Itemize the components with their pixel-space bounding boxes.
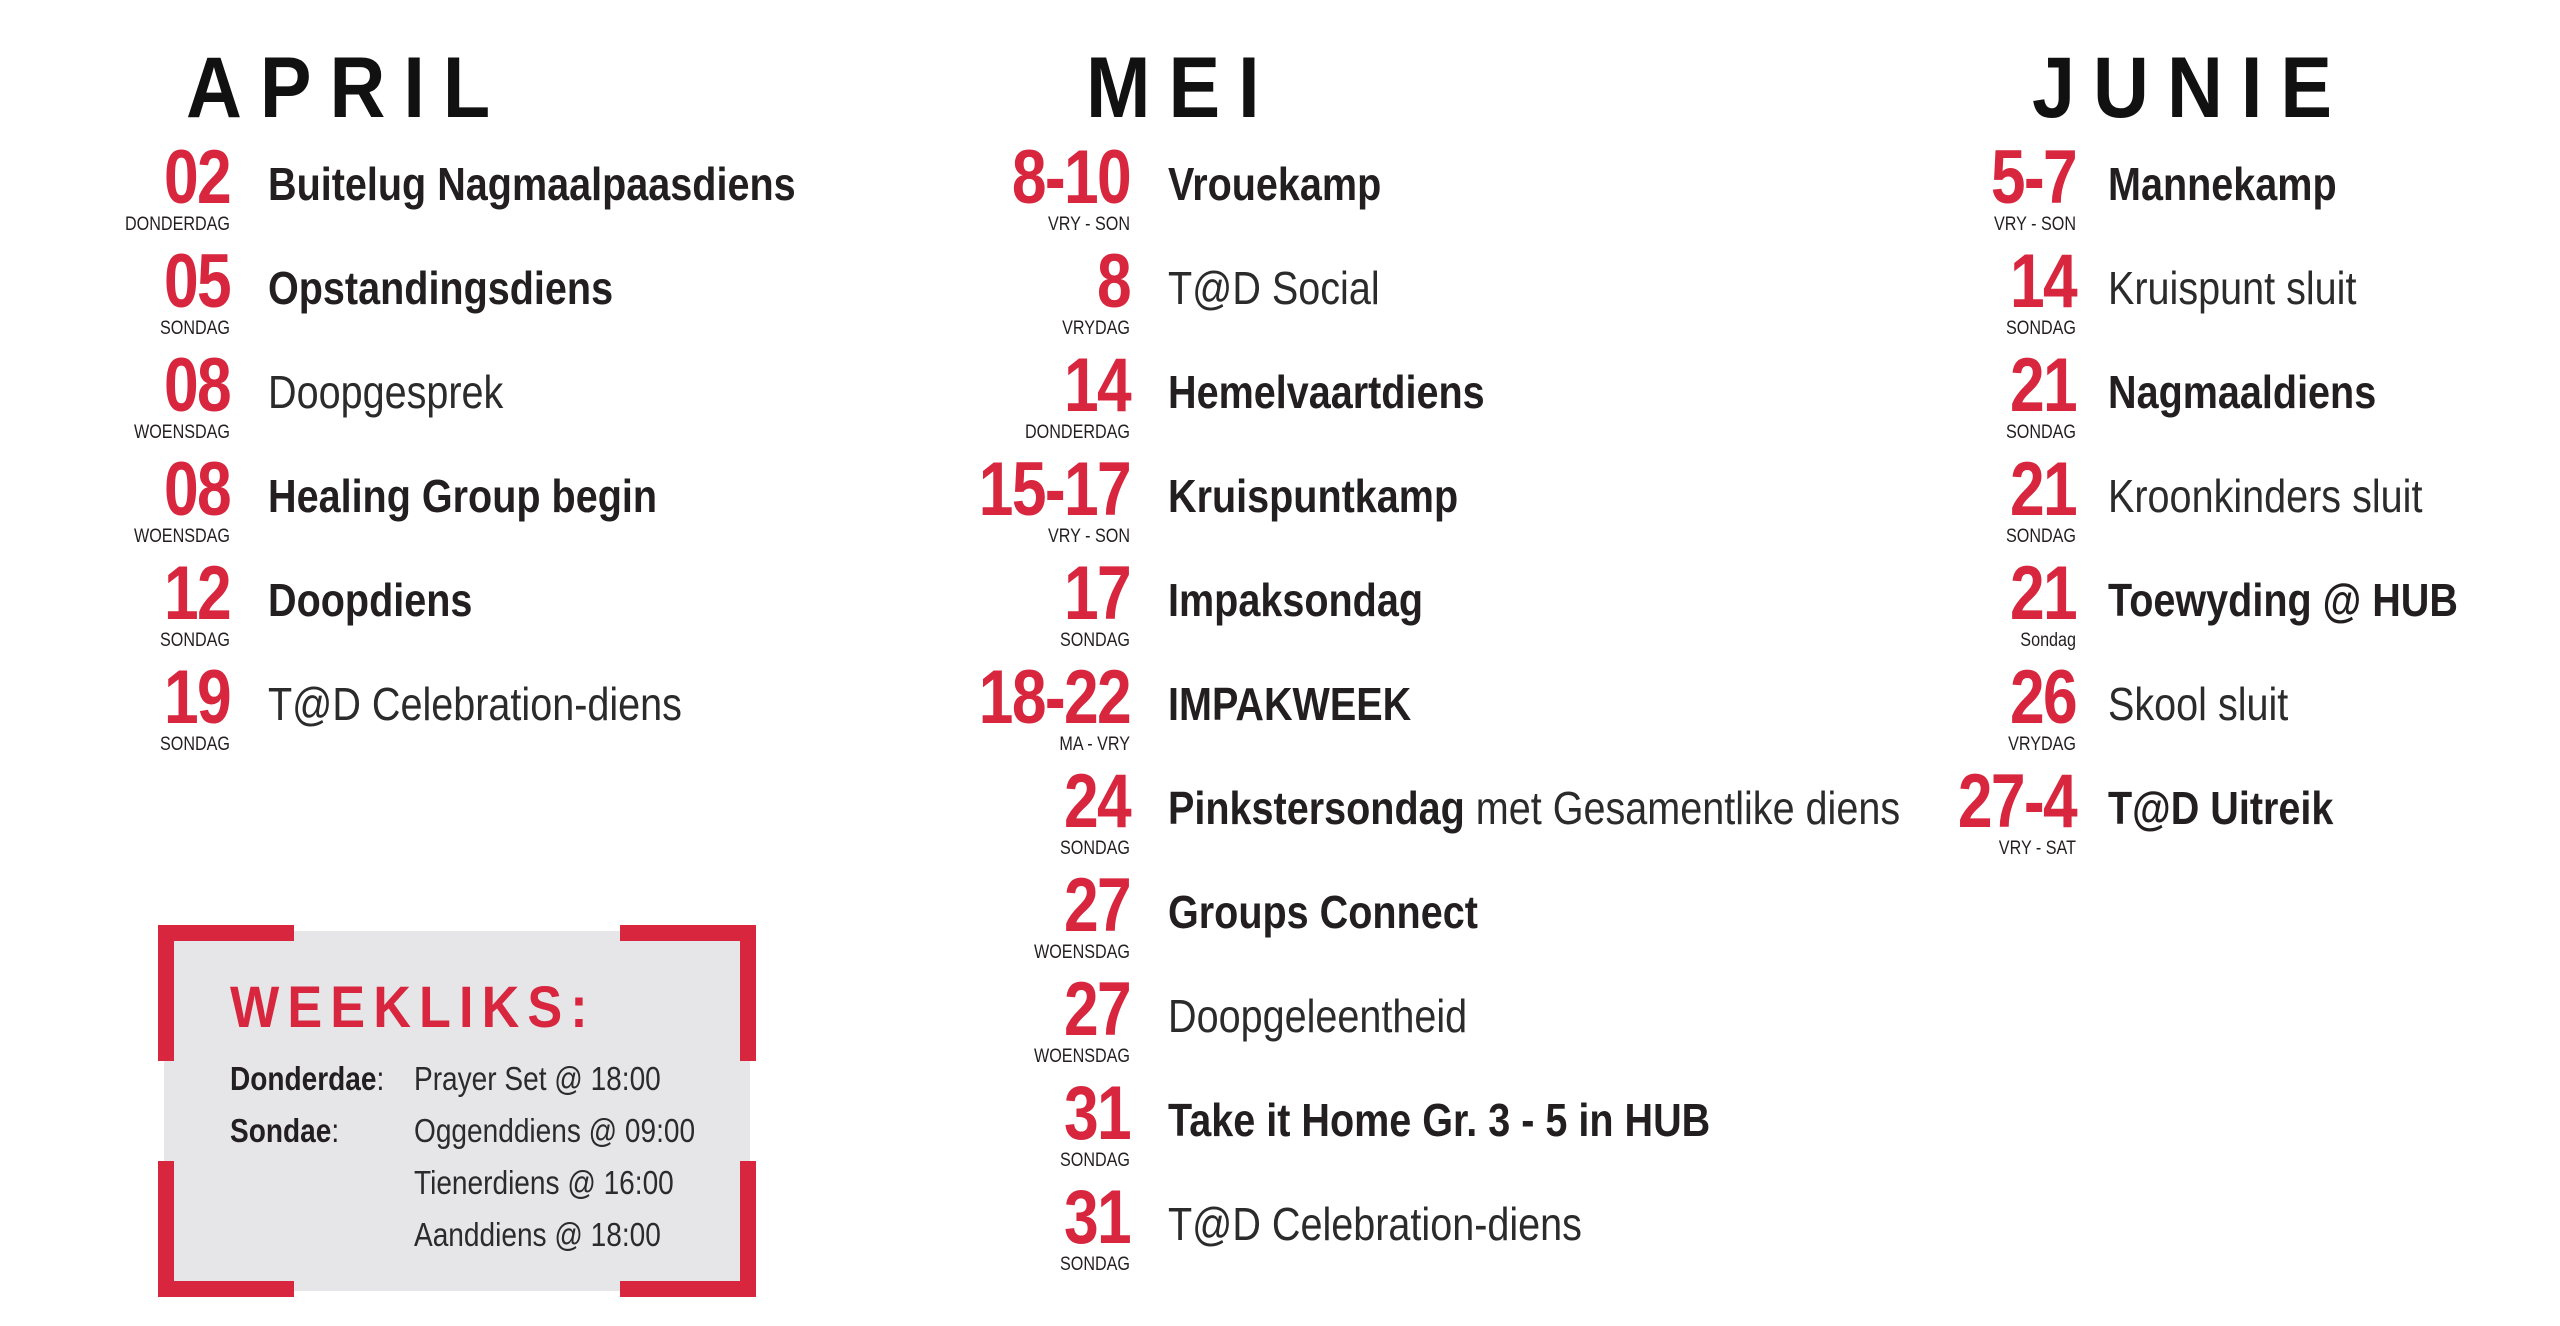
event-date-number: 21	[2009, 551, 2076, 636]
event-title-bold: Opstandingsdiens	[268, 262, 614, 314]
event-date	[0, 135, 2076, 236]
event-weekday: SONDAG	[159, 318, 230, 339]
event-row	[0, 655, 2289, 764]
event-weekday: SONDAG	[159, 734, 230, 755]
event-date	[0, 239, 2076, 340]
event-title-regular: T@D Social	[1168, 262, 1380, 314]
weekly-row	[230, 1213, 730, 1265]
event-title-bold: Impaksondag	[1168, 574, 1424, 626]
event-date-number: 8	[1096, 239, 1130, 324]
event-date-number: 21	[2009, 447, 2076, 532]
weekly-title: WEEKLIKS:	[230, 975, 596, 1040]
event-title-bold: Kruispuntkamp	[1168, 470, 1459, 522]
event-title-bold: Doopdiens	[268, 574, 473, 626]
event-title	[2108, 572, 2458, 628]
event-date-number: 12	[163, 551, 230, 636]
event-weekday: MA - VRY	[1059, 734, 1130, 755]
event-row	[0, 135, 2337, 244]
event-weekday: SONDAG	[159, 630, 230, 651]
event-title	[1168, 988, 1467, 1044]
event-weekday: SONDAG	[1059, 1150, 1130, 1171]
event-row	[0, 551, 2458, 660]
event-title	[1168, 1196, 1582, 1252]
event-title-bold: Take it Home Gr. 3 - 5 in HUB	[1168, 1094, 1711, 1146]
month-title-april: APRIL	[186, 40, 509, 136]
weekly-service: Aanddiens @ 18:00	[414, 1216, 661, 1253]
event-date-number: 27	[1063, 863, 1130, 948]
weekly-row	[230, 1109, 730, 1161]
event-date	[0, 343, 2076, 444]
event-title-regular: Skool sluit	[2108, 678, 2289, 730]
event-title-regular: Kroonkinders sluit	[2108, 470, 2423, 522]
event-date-number: 17	[1063, 551, 1130, 636]
event-title	[2108, 676, 2288, 732]
event-date-number: 08	[163, 447, 230, 532]
corner-bracket-top-right	[620, 925, 756, 1061]
event-date-number: 27	[1063, 967, 1130, 1052]
event-date	[0, 447, 2076, 548]
event-weekday: VRYDAG	[1062, 318, 1130, 339]
event-title	[2108, 468, 2422, 524]
event-title-bold: Nagmaaldiens	[2108, 366, 2377, 418]
event-weekday: SONDAG	[2005, 318, 2076, 339]
event-title-regular: Kruispunt sluit	[2108, 262, 2357, 314]
event-date	[0, 759, 2076, 860]
event-title-bold: Toewyding @ HUB	[2108, 574, 2458, 626]
event-date	[0, 655, 2076, 756]
month-title-junie: JUNIE	[2032, 40, 2350, 136]
event-weekday: VRY - SON	[1048, 526, 1130, 547]
event-date	[0, 551, 2076, 652]
event-weekday: Sondag	[2020, 630, 2076, 651]
weekly-box	[158, 925, 756, 1297]
event-date-number: 05	[163, 239, 230, 324]
event-title-bold: Groups Connect	[1168, 886, 1478, 938]
event-weekday: VRYDAG	[2008, 734, 2076, 755]
event-weekday: SONDAG	[1059, 630, 1130, 651]
event-title-bold: Buitelug Nagmaalpaasdiens	[268, 158, 796, 210]
event-weekday: VRY - SON	[1994, 214, 2076, 235]
weekly-day-label: Donderdae:	[230, 1060, 385, 1097]
event-weekday: WOENSDAG	[133, 422, 230, 443]
event-title-bold: IMPAKWEEK	[1168, 678, 1412, 730]
event-date-number: 31	[1063, 1071, 1130, 1156]
event-title	[2108, 156, 2337, 212]
weekly-day-label: Sondae:	[230, 1112, 340, 1149]
weekly-row	[230, 1161, 730, 1213]
event-title-bold: T@D Uitreik	[2108, 782, 2334, 834]
event-title-bold: Mannekamp	[2108, 158, 2337, 210]
event-title	[1168, 1092, 1710, 1148]
event-title-bold: Pinkstersondag	[1168, 782, 1465, 834]
event-date-number: 14	[1063, 343, 1130, 428]
event-weekday: VRY - SON	[1048, 214, 1130, 235]
event-weekday: DONDERDAG	[125, 214, 230, 235]
event-title-bold: Hemelvaartdiens	[1168, 366, 1485, 418]
event-date-number: 24	[1063, 759, 1130, 844]
event-date-number: 02	[163, 135, 230, 220]
event-date-number: 15-17	[978, 447, 1130, 532]
event-date-number: 31	[1063, 1175, 1130, 1260]
weekly-service: Prayer Set @ 18:00	[414, 1060, 661, 1097]
event-weekday: SONDAG	[2005, 526, 2076, 547]
event-date-number: 19	[163, 655, 230, 740]
event-title-regular: T@D Celebration-diens	[268, 678, 682, 730]
event-date-number: 14	[2009, 239, 2076, 324]
event-title	[2108, 780, 2333, 836]
event-weekday: WOENSDAG	[1033, 942, 1130, 963]
event-date-number: 8-10	[1011, 135, 1130, 220]
event-title	[2108, 260, 2356, 316]
event-weekday: VRY - SAT	[1998, 838, 2076, 859]
event-weekday: SONDAG	[2005, 422, 2076, 443]
event-weekday: SONDAG	[1059, 1254, 1130, 1275]
event-weekday: DONDERDAG	[1025, 422, 1130, 443]
weekly-row	[230, 1057, 730, 1109]
event-title-bold: Vrouekamp	[1168, 158, 1382, 210]
event-date-number: 18-22	[978, 655, 1130, 740]
event-title-regular: Doopgesprek	[268, 366, 504, 418]
event-title-regular: Doopgeleentheid	[1168, 990, 1468, 1042]
event-date-number: 5-7	[1990, 135, 2076, 220]
event-title	[2108, 364, 2376, 420]
event-date-number: 26	[2009, 655, 2076, 740]
event-date-number: 08	[163, 343, 230, 428]
month-title-mei: MEI	[1086, 40, 1278, 136]
event-title-regular: met Gesamentlike diens	[1464, 782, 1901, 834]
event-title-bold: Healing Group begin	[268, 470, 658, 522]
weekly-service: Tienerdiens @ 16:00	[414, 1164, 674, 1201]
event-date-number: 27-4	[1957, 759, 2076, 844]
event-weekday: SONDAG	[1059, 838, 1130, 859]
event-title-regular: T@D Celebration-diens	[1168, 1198, 1582, 1250]
weekly-service: Oggenddiens @ 09:00	[414, 1112, 696, 1149]
event-row	[0, 239, 2357, 348]
event-weekday: WOENSDAG	[133, 526, 230, 547]
event-weekday: WOENSDAG	[1033, 1046, 1130, 1067]
event-title	[1168, 884, 1478, 940]
event-date-number: 21	[2009, 343, 2076, 428]
